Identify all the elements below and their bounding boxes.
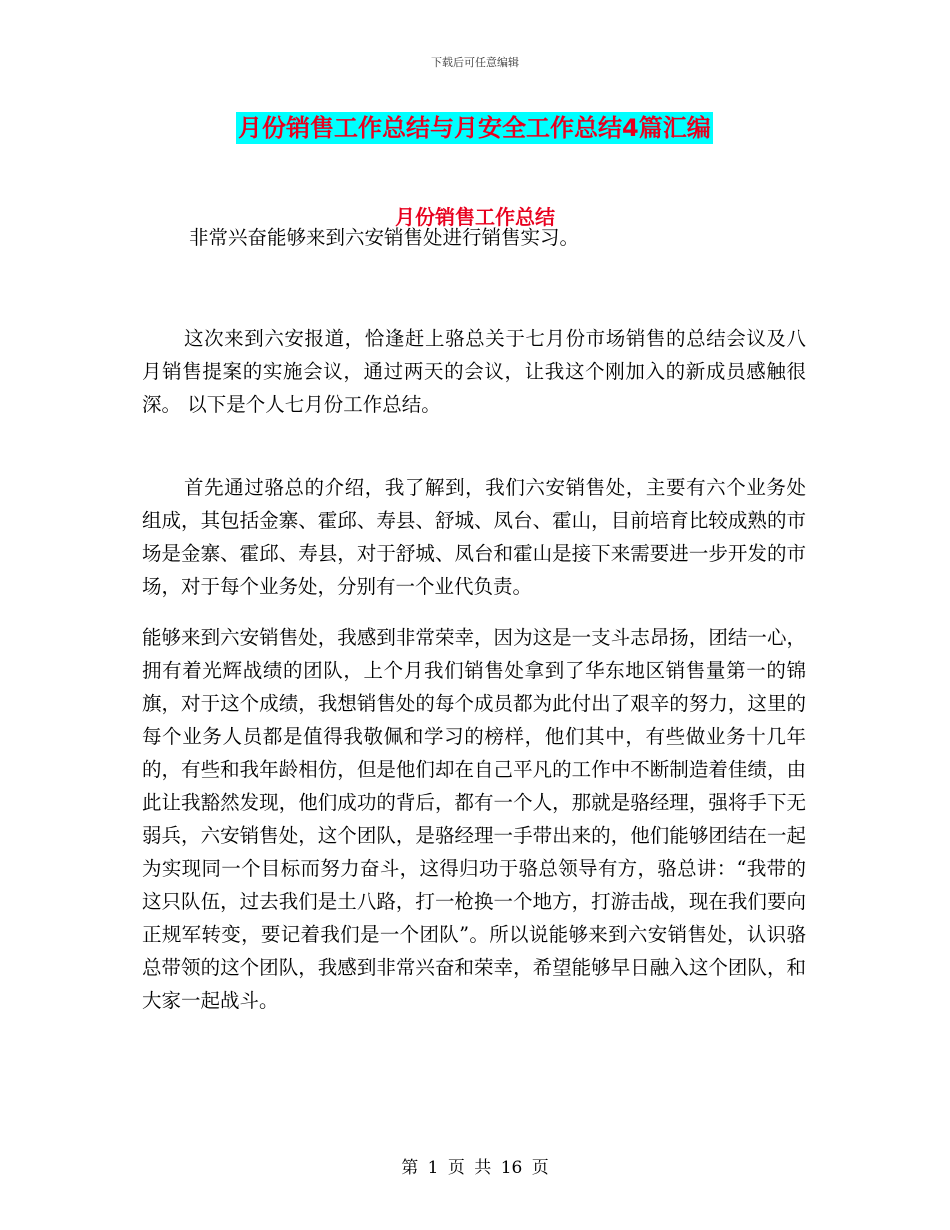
page-number: 第 1 页 共 16 页 <box>401 1158 549 1178</box>
document-title: 月份销售工作总结与月安全工作总结4篇汇编 <box>238 114 711 142</box>
paragraph-overview: 首先通过骆总的介绍，我了解到，我们六安销售处，主要有六个业务处组成，其包括金寨、霍邱、寿县、舒城、凤台、霍山，目前培育比较成熟的市场是金寨、霍邱、寿县，对于舒城、凤台和霍山是接下来需要进一步开发的市场，对于每个业务处，分别有一个业代负责。 <box>142 476 806 598</box>
section-title: 月份销售工作总结 <box>395 205 555 229</box>
paragraph-team: 能够来到六安销售处，我感到非常荣幸，因为这是一支斗志昂扬，团结一心，拥有着光辉战绩的团队，上个月我们销售处拿到了华东地区销售量第一的锦旗，对于这个成绩，我想销售处的每个成员都为此付出了艰辛的努力，这里的每个业务人员都是值得我敬佩和学习的榜样，他们其中，有些做业务十几年的，有些和我年龄相仿，但是他们却在自己平凡的工作中不断制造着佳绩，由此让我豁然发现，他们成功的背后，都有一个人，那就是骆经理，强将手下无弱兵，六安销售处，这个团队，是骆经理一手带出来的，他们能够团结在一起为实现同一个目标而努力奋斗，这得归功于骆总领导有方，骆总讲：“我带的这只队伍，过去我们是土八路，打一枪换一个地方，打游击战，现在我们要向正规军转变，要记着我们是一个团队”。所以说能够来到六安销售处，认识骆总带领的这个团队，我感到非常兴奋和荣幸，希望能够早日融入这个团队，和大家一起战斗。 <box>142 626 806 1012</box>
paragraph-intro: 非常兴奋能够来到六安销售处进行销售实习。 <box>189 226 580 249</box>
header-note: 下载后可任意编辑 <box>431 56 519 69</box>
paragraph-meeting: 这次来到六安报道，恰逢赶上骆总关于七月份市场销售的总结会议及八月销售提案的实施会议，通过两天的会议，让我这个刚加入的新成员感触很深。 以下是个人七月份工作总结。 <box>142 327 806 416</box>
